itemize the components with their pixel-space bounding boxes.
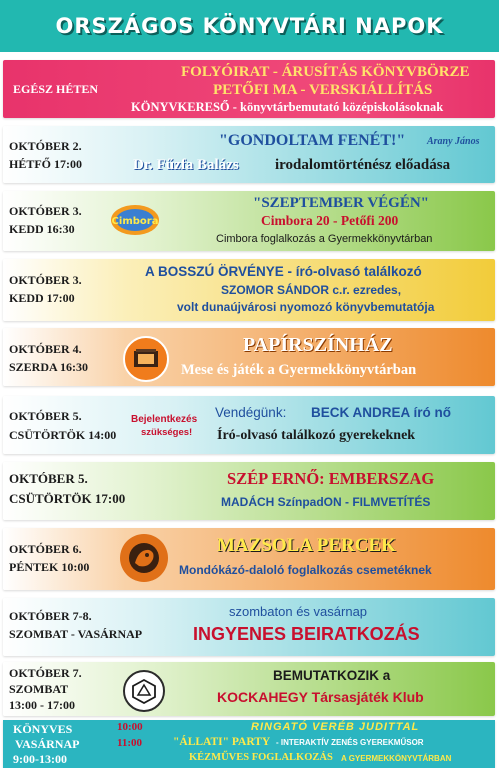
event-row-8 (3, 528, 495, 590)
event-row-3 (3, 191, 495, 251)
poster-title: ORSZÁGOS KÖNYVTÁRI NAPOK (55, 14, 444, 38)
event-line: FOLYÓIRAT - ÁRUSÍTÁS KÖNYVBÖRZE (181, 64, 470, 80)
event-date: OKTÓBER 2. (9, 139, 82, 153)
event-line: Mondókázó-daloló foglalkozás csemetéknek (179, 563, 432, 577)
event-date: OKTÓBER 5. (9, 409, 82, 423)
event-line: A GYERMEKKÖNYVTÁRBAN (341, 754, 452, 763)
event-line: MAZSOLA PERCEK (217, 535, 396, 556)
event-line: PAPÍRSZÍNHÁZ (243, 334, 393, 356)
event-line: Vendégünk: (215, 405, 287, 420)
event-row-5 (3, 328, 495, 386)
event-line: KÉZMŰVES FOGLALKOZÁS (189, 752, 333, 763)
event-row-1 (3, 60, 495, 118)
event-line: KOCKAHEGY Társasjáték Klub (217, 689, 424, 705)
event-line: volt dunaújvárosi nyomozó könyvbemutatója (177, 300, 435, 314)
poster-title-banner (0, 0, 499, 52)
event-line: szombaton és vasárnap (229, 604, 368, 619)
event-time: SZERDA 16:30 (9, 360, 89, 374)
registration-note: szükséges! (141, 427, 193, 438)
registration-note: Bejelentkezés (131, 414, 198, 425)
event-time: VASÁRNAP (15, 737, 80, 751)
event-line: "SZEPTEMBER VÉGÉN" (253, 195, 430, 211)
event-time: SZOMBAT - VASÁRNAP (9, 627, 143, 641)
event-time: CSÜTÖRTÖK 14:00 (9, 428, 117, 442)
event-row-4 (3, 259, 495, 321)
event-slot-time: 11:00 (117, 737, 143, 749)
event-row-10 (3, 662, 495, 716)
event-line: MADÁCH SzínpadON - FILMVETÍTÉS (221, 495, 431, 509)
event-date: OKTÓBER 7-8. (9, 609, 92, 623)
event-line: Dr. Fűzfa Balázs (133, 157, 239, 173)
event-line: Cimbora foglalkozás a Gyermekkönyvtárban (216, 233, 433, 245)
event-line: "GONDOLTAM FENÉT!" (219, 132, 406, 149)
event-line: Mese és játék a Gyermekkönyvtárban (181, 362, 417, 378)
event-line: - INTERAKTÍV ZENÉS GYEREKMŰSOR (276, 738, 424, 747)
event-time: CSÜTÖRTÖK 17:00 (9, 491, 126, 506)
cimbora-logo (109, 203, 161, 237)
event-slot-time: 10:00 (117, 721, 143, 733)
event-time-range: 13:00 - 17:00 (9, 698, 75, 712)
event-time: SZOMBAT (9, 682, 69, 696)
event-line: Arany János (427, 136, 480, 147)
event-row-6 (3, 396, 495, 454)
event-time: HÉTFŐ 17:00 (9, 157, 83, 171)
event-line: "ÁLLATI" PARTY (173, 736, 271, 748)
event-date: OKTÓBER 4. (9, 342, 82, 356)
event-line: Író-olvasó találkozó gyerekeknek (217, 428, 416, 443)
paper-theater-icon (123, 336, 169, 382)
event-line: SZOMOR SÁNDOR c.r. ezredes, (221, 283, 402, 297)
event-date: OKTÓBER 3. (9, 273, 82, 287)
event-line: INGYENES BEIRATKOZÁS (193, 624, 420, 644)
event-line: BEMUTATKOZIK a (273, 668, 391, 683)
event-time-range: 9:00-13:00 (13, 752, 67, 766)
event-line: BECK ANDREA író nő (311, 405, 451, 420)
event-time: PÉNTEK 10:00 (9, 560, 90, 574)
event-line: RINGATÓ VERÉB JUDITTAL (251, 721, 420, 733)
event-date: EGÉSZ HÉTEN (13, 82, 99, 96)
event-date: OKTÓBER 5. (9, 471, 88, 486)
dice-icon (123, 670, 165, 712)
event-row-7 (3, 462, 495, 520)
event-time: KEDD 16:30 (9, 222, 75, 236)
event-line: Cimbora 20 - Petőfi 200 (261, 213, 399, 228)
event-line: A BOSSZÚ ÖRVÉNYE - író-olvasó találkozó (145, 264, 422, 279)
event-line: SZÉP ERNŐ: EMBERSZAG (227, 469, 435, 488)
event-line: KÖNYVKERESŐ - könyvtárbemutató középiskolásoknak (131, 100, 444, 114)
mazsola-icon (120, 534, 168, 582)
event-line: irodalomtörténész előadása (275, 157, 451, 173)
cimbora-logo-text: Cimbora (111, 216, 159, 227)
event-row-9 (3, 598, 495, 656)
event-line: PETŐFI MA - VERSKIÁLLÍTÁS (213, 82, 433, 98)
event-row-2 (3, 126, 495, 183)
event-time: KEDD 17:00 (9, 291, 75, 305)
event-row-11 (3, 720, 495, 768)
event-date: OKTÓBER 7. (9, 666, 82, 680)
event-date: OKTÓBER 6. (9, 542, 82, 556)
event-date: KÖNYVES (13, 722, 73, 736)
event-date: OKTÓBER 3. (9, 204, 82, 218)
